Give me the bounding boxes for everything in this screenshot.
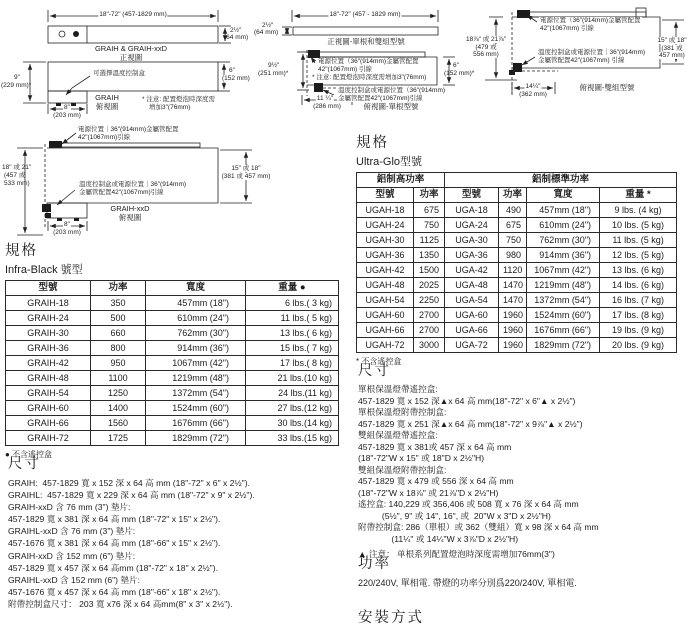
table-cell: GRAIH-54 <box>6 386 91 401</box>
infra-black-table <box>5 280 339 446</box>
dim-label: (152 mm)* <box>444 70 475 77</box>
table-cell: 750 <box>414 218 445 233</box>
table-cell: 11 lbs. (5 kg) <box>600 233 677 248</box>
table-cell: UGAH-60 <box>357 308 414 323</box>
dims-right-lines <box>358 384 688 545</box>
table-cell: 3000 <box>414 338 445 353</box>
table-cell: UGAH-72 <box>357 338 414 353</box>
callout-label: 42"(1067mm)引線 <box>78 134 131 141</box>
table-cell: 1470 <box>499 293 527 308</box>
note-label: 增加3"(76mm) <box>149 104 191 111</box>
dim-label: 15" 或 18" <box>231 165 261 172</box>
table-cell: UGA-48 <box>445 278 499 293</box>
table-row <box>6 416 339 431</box>
table-cell: 9 lbs. (4 kg) <box>600 203 677 218</box>
table-cell: 750 <box>499 233 527 248</box>
table-cell: 660 <box>91 326 146 341</box>
dim-label: 18" 或 21" <box>2 164 32 171</box>
callout-label: 電源位置（36"(914mm)金屬管配置 <box>540 17 641 24</box>
dim-label: 8" <box>64 104 70 111</box>
table-cell: 2025 <box>414 278 445 293</box>
note-label: * 注意: 配置燈泡時深度需增加3"(76mm) <box>312 74 427 81</box>
text-line: (11¼" 或 14¼"W x 3⅞"D x 2½"H) <box>358 533 519 544</box>
column-header: 功率 <box>91 281 146 296</box>
table-cell: GRAIH-18 <box>6 296 91 311</box>
table-cell: UGAH-48 <box>357 278 414 293</box>
dim-label: (152 mm) <box>222 75 250 82</box>
table-cell: GRAIH-72 <box>6 431 91 446</box>
table-row <box>6 296 339 311</box>
table-cell: 13 lbs. (6 kg) <box>600 263 677 278</box>
dim-label: (381 或 <box>661 45 683 52</box>
table-cell: GRAIH-30 <box>6 326 91 341</box>
table-row <box>6 401 339 416</box>
table-cell: 17 lbs.( 8 kg) <box>246 356 339 371</box>
table-row <box>6 341 339 356</box>
table-cell: 14 lbs. (6 kg) <box>600 278 677 293</box>
ultra-glo-table <box>356 172 677 353</box>
table-cell: 1960 <box>499 323 527 338</box>
table-cell: 1400 <box>91 401 146 416</box>
table-cell: 17 lbs. (8 kg) <box>600 308 677 323</box>
table-cell: 1829mm (72") <box>146 431 246 446</box>
table-cell: GRAIH-42 <box>6 356 91 371</box>
table-row <box>6 326 339 341</box>
footnote: ● 不含遙控盒 <box>5 450 53 459</box>
table-cell: UGAH-18 <box>357 203 414 218</box>
dimensions-left-section <box>8 452 353 610</box>
diagram-caption: 正視圖-單根和雙組型號 <box>327 37 405 46</box>
table-cell: 1125 <box>414 233 445 248</box>
table-cell: UGAH-36 <box>357 248 414 263</box>
text-line: 457-1676 寬 x 457 深 x 64 高 mm (18"-66" x 18" x 2½"). <box>8 586 221 597</box>
text-line: GRAIH-xxD 含 152 mm (6") 墊片: <box>8 550 136 561</box>
text-line: 附帶控制盒: 286（單根）或 362（雙組）寬 x 98 深 x 64 高 mm <box>358 522 599 532</box>
column-header: 寬度 <box>527 188 600 203</box>
text-line: 遙控盒: 140,229 或 356,406 或 508 寬 x 76 深 x 64 高 mm <box>358 499 579 509</box>
install-heading: 安裝方式 <box>358 610 424 626</box>
text-line: 雙組保溫燈帶遙控盒: <box>358 430 438 440</box>
table-cell: 1500 <box>414 263 445 278</box>
column-header: 重量 * <box>600 188 677 203</box>
table-cell: 457mm (18") <box>527 203 600 218</box>
table-cell: 914mm (36") <box>146 341 246 356</box>
table-cell: 1219mm (48") <box>146 371 246 386</box>
table-cell: 19 lbs. (9 kg) <box>600 323 677 338</box>
table-cell: 1524mm (60") <box>146 401 246 416</box>
text-line: GRAIH: 457-1829 寬 x 152 深 x 64 高 mm (18"-72" x 6" x 2½"). <box>8 478 250 488</box>
callout-label: 42"(1067mm) 引線 <box>540 25 594 32</box>
table-row <box>357 218 677 233</box>
text-line: 457-1829 寬 x 251 深▲x 64 高 mm(18"-72" x 9⅞"▲ x 2½") <box>358 418 583 429</box>
dim-label: 2½" <box>262 22 274 29</box>
dim-label: (203 mm) <box>53 229 81 236</box>
dim-label: (362 mm) <box>519 91 547 98</box>
dim-label: 9" <box>14 74 20 81</box>
column-header: 重量 ● <box>246 281 339 296</box>
diagram-caption: 正視圖 <box>119 53 143 62</box>
text-line: (18"-72"W x 18⅞" 或 21⅞"D x 2½"H) <box>358 487 499 498</box>
table-row <box>357 203 677 218</box>
callout-label: 可選擇溫度控制盒 <box>93 70 145 77</box>
column-header: 型號 <box>6 281 91 296</box>
table-cell: 20 lbs. (9 kg) <box>600 338 677 353</box>
callout-label: 42"(1067mm) 引線 <box>318 66 372 73</box>
table-cell: 1100 <box>91 371 146 386</box>
dim-label: 556 mm) <box>473 51 499 58</box>
table-cell: 490 <box>499 203 527 218</box>
table-row <box>357 323 677 338</box>
note-label: * 注意: 配置燈泡時深度需 <box>142 96 215 103</box>
text-line: 457-1676 寬 x 381 深 x 64 高 mm (18"-66" x 15" x 2½"). <box>8 538 221 549</box>
dim-label: 18⅞" 或 21⅞" <box>465 36 507 43</box>
group-header-std-power: 鋁制標準功率 <box>445 173 677 188</box>
table-cell: GRAIH-24 <box>6 311 91 326</box>
column-header: 型號 <box>357 188 414 203</box>
table-cell: UGA-72 <box>445 338 499 353</box>
table-cell: 1350 <box>414 248 445 263</box>
dim-label: 6" <box>453 62 459 69</box>
table-cell: 950 <box>91 356 146 371</box>
text-line: 單根保溫燈附帶控制盒: <box>358 407 447 417</box>
dim-label: 2½" <box>230 27 242 34</box>
dim-label: 11 ¼" <box>316 95 334 102</box>
column-header: 功率 <box>499 188 527 203</box>
table-cell: 1219mm (48") <box>527 278 600 293</box>
table-cell: 1524mm (60") <box>527 308 600 323</box>
table-cell: 800 <box>91 341 146 356</box>
diagram-caption: 俯視圖-雙組型號 <box>579 83 635 92</box>
table-cell: 1067mm (42") <box>146 356 246 371</box>
text-line: 雙組保溫燈附帶控制盒: <box>358 464 447 475</box>
dim-label: 533 mm) <box>4 180 30 187</box>
table-row <box>6 431 339 446</box>
power-text: 220/240V, 單相電. 帶燈的功率分別爲220/240V, 單相電. <box>358 578 577 588</box>
table-cell: 2250 <box>414 293 445 308</box>
table-cell: 1676mm (66") <box>146 416 246 431</box>
table-cell: 500 <box>91 311 146 326</box>
dim-label: (229 mm)* <box>1 82 32 89</box>
table-row <box>357 248 677 263</box>
dim-label: (64 mm) <box>254 29 279 36</box>
dim-label: (479 或 <box>475 44 497 51</box>
table-cell: 762mm (30") <box>527 233 600 248</box>
table-cell: 2700 <box>414 308 445 323</box>
table-cell: 21 lbs.(10 kg) <box>246 371 339 386</box>
table-cell: UGA-18 <box>445 203 499 218</box>
dim-label: 457 mm) <box>659 52 685 59</box>
text-line: GRAIH-xxD 含 76 mm (3") 墊片: <box>8 502 131 513</box>
table-cell: 10 lbs. (5 kg) <box>600 218 677 233</box>
table-cell: 2700 <box>414 323 445 338</box>
text-line: (18"-72"W x 15" 或 18"D x 2½"H) <box>358 453 485 463</box>
diagram-caption: 俯視圖 <box>95 102 119 111</box>
text-line: 單根保溫燈帶遙控盒: <box>358 384 438 394</box>
table-row <box>6 356 339 371</box>
table-cell: UGA-36 <box>445 248 499 263</box>
spec-ultra-glo-section <box>356 131 678 367</box>
text-line: GRAIHL-xxD 含 76 mm (3") 墊片: <box>8 526 136 537</box>
power-heading: 功率 <box>358 556 391 572</box>
table-cell: 1725 <box>91 431 146 446</box>
table-row <box>357 308 677 323</box>
callout-label: 溫度控制盒或電源位置｜36"(914mm) <box>79 181 187 188</box>
table-cell: 1120 <box>499 263 527 278</box>
dim-label: 18"-72" (457-1829 mm) <box>99 11 167 18</box>
table-cell: 30 lbs.(14 kg) <box>246 416 339 431</box>
text-line: 457-1829 寬 x 381 深 x 64 高 mm (18"-72" x 15" x 2½"). <box>8 514 221 525</box>
dim-label: (64 mm) <box>224 34 249 41</box>
table-cell: UGA-60 <box>445 308 499 323</box>
diagram-caption: GRAIH <box>95 93 119 102</box>
callout-label: 溫度控制盒或電源位置（36"(914mm) <box>338 87 446 94</box>
table-cell: 1067mm (42") <box>527 263 600 278</box>
dim-label: 18"-72" (457 - 1829 mm) <box>329 11 401 18</box>
table-row <box>357 293 677 308</box>
spec-infra-black-section <box>5 239 340 460</box>
table-cell: 6 lbs.( 3 kg) <box>246 296 339 311</box>
diagram-caption: GRAIH-xxD <box>110 204 150 213</box>
table-cell: 457mm (18") <box>146 296 246 311</box>
text-line: 457-1829 寬 x 457 深 x 64 高mm (18"-72" x 18" x 2½"). <box>8 562 218 573</box>
text-line: 附帶控制盒尺寸： 203 寬 x76 深 x 64 高mm(8" x 3" x 2½"). <box>8 598 233 609</box>
column-header: 寬度 <box>146 281 246 296</box>
diagram-caption: 俯視圖-單根型號 <box>363 102 419 111</box>
table-row <box>6 311 339 326</box>
table-cell: GRAIH-36 <box>6 341 91 356</box>
callout-label: 金屬管配置42"(1067mm)引線 <box>79 189 164 196</box>
table-cell: 914mm (36") <box>527 248 600 263</box>
dim-label: 8" <box>64 221 70 228</box>
table-row <box>6 386 339 401</box>
table-cell: UGAH-30 <box>357 233 414 248</box>
dim-label: 15" 或 18" <box>657 37 687 44</box>
table-cell: UGA-54 <box>445 293 499 308</box>
table-cell: 1372mm (54") <box>527 293 600 308</box>
table-cell: UGA-42 <box>445 263 499 278</box>
diagram-caption: GRAIH & GRAIH-xxD <box>94 44 168 53</box>
dim-label: 14¼" <box>525 83 541 90</box>
table-row <box>357 338 677 353</box>
table-cell: 11 lbs.( 5 kg) <box>246 311 339 326</box>
table-cell: UGAH-24 <box>357 218 414 233</box>
table-cell: 1470 <box>499 278 527 293</box>
table-cell: 1372mm (54") <box>146 386 246 401</box>
group-header-high-power: 鋁制高功率 <box>357 173 445 188</box>
table-cell: 16 lbs. (7 kg) <box>600 293 677 308</box>
table-header-row <box>6 281 339 296</box>
column-header: 功率 <box>414 188 445 203</box>
dims-right-heading: 尺寸 <box>358 363 391 379</box>
callout-label: 電源位置（36"(914mm)金屬管配置 <box>318 58 419 65</box>
text-line: 457-1829 寬 x 381或 457 深 x 64 高 mm <box>358 441 512 452</box>
spec-left-subheading: Infra-Black 號型 <box>5 264 83 276</box>
table-cell: GRAIH-48 <box>6 371 91 386</box>
dim-label: (251 mm)* <box>258 70 289 77</box>
spec-right-heading: 規格 <box>356 135 389 151</box>
ultra-glo-table-body <box>357 203 677 353</box>
table-cell: 675 <box>499 218 527 233</box>
text-line: GRAIHL-xxD 含 152 mm (6") 墊片: <box>8 574 140 585</box>
spec-left-heading: 規格 <box>5 243 38 259</box>
text-line: (5½", 9" 或 14", 16", 或 20"W x 3"D x 2½"H) <box>358 510 551 521</box>
table-cell: GRAIH-66 <box>6 416 91 431</box>
table-cell: 27 lbs.(12 kg) <box>246 401 339 416</box>
table-row <box>357 263 677 278</box>
callout-label: 電源位置｜36"(914mm)金屬管配置 <box>78 126 179 133</box>
table-cell: UGAH-66 <box>357 323 414 338</box>
footnote: * 不含遙控盒 <box>356 357 402 366</box>
table-cell: 24 lbs.(11 kg) <box>246 386 339 401</box>
table-cell: UGA-24 <box>445 218 499 233</box>
callout-label: 金屬管配置42"(1067mm) 引線 <box>538 57 625 64</box>
table-cell: 675 <box>414 203 445 218</box>
dims-left-heading: 尺寸 <box>8 456 41 472</box>
dim-label: (286 mm) <box>313 103 341 110</box>
table-cell: GRAIH-60 <box>6 401 91 416</box>
table-cell: 13 lbs.( 6 kg) <box>246 326 339 341</box>
column-header: 型號 <box>445 188 499 203</box>
power-section <box>358 552 688 589</box>
table-group-header-row <box>357 173 677 188</box>
table-cell: 1960 <box>499 308 527 323</box>
table-cell: UGAH-54 <box>357 293 414 308</box>
table-row <box>357 233 677 248</box>
install-section <box>358 606 424 627</box>
table-cell: 350 <box>91 296 146 311</box>
table-cell: 762mm (30") <box>146 326 246 341</box>
table-cell: 1960 <box>499 338 527 353</box>
text-line: 457-1829 寬 x 479 或 556 深 x 64 高 mm <box>358 476 514 486</box>
table-cell: 610mm (24") <box>527 218 600 233</box>
infra-black-table-body <box>6 296 339 446</box>
dim-label: 9½" <box>268 62 280 69</box>
text-line: GRAIHL: 457-1829 寬 x 229 深 x 64 高 mm (18"-72" x 9" x 2½"). <box>8 490 255 501</box>
dim-label: (203 mm) <box>53 112 81 119</box>
callout-label: 金屬管配置42"(1067mm)引線 <box>338 95 423 102</box>
dim-label: (381 或 457 mm) <box>221 173 271 180</box>
spec-right-subheading: Ultra-Glo型號 <box>356 156 423 168</box>
table-cell: UGA-30 <box>445 233 499 248</box>
diagram-caption: 俯視圖 <box>118 213 142 222</box>
depth-note: ▲ 注意： 单根系列配置燈泡時深度需增加76mm(3") <box>358 549 555 559</box>
callout-label: 溫度控制盒或電源位置｜36"(914mm) <box>538 49 646 56</box>
table-cell: 12 lbs. (5 kg) <box>600 248 677 263</box>
table-cell: 1829mm (72") <box>527 338 600 353</box>
table-cell: 1250 <box>91 386 146 401</box>
table-cell: 1676mm (66") <box>527 323 600 338</box>
table-cell: 1560 <box>91 416 146 431</box>
table-row <box>357 278 677 293</box>
table-row <box>6 371 339 386</box>
dim-label: 6" <box>229 67 235 74</box>
text-line: 457-1829 寬 x 152 深▲x 64 高 mm(18"-72" x 6"▲ x 2½") <box>358 395 576 406</box>
table-cell: UGAH-42 <box>357 263 414 278</box>
dim-label: (457 或 <box>4 172 26 179</box>
dimensions-right-section <box>358 359 688 560</box>
table-header-row <box>357 188 677 203</box>
dims-left-lines <box>8 477 353 610</box>
table-cell: 610mm (24") <box>146 311 246 326</box>
table-cell: 33 lbs.(15 kg) <box>246 431 339 446</box>
table-cell: UGA-66 <box>445 323 499 338</box>
table-cell: 15 lbs.( 7 kg) <box>246 341 339 356</box>
table-cell: 980 <box>499 248 527 263</box>
